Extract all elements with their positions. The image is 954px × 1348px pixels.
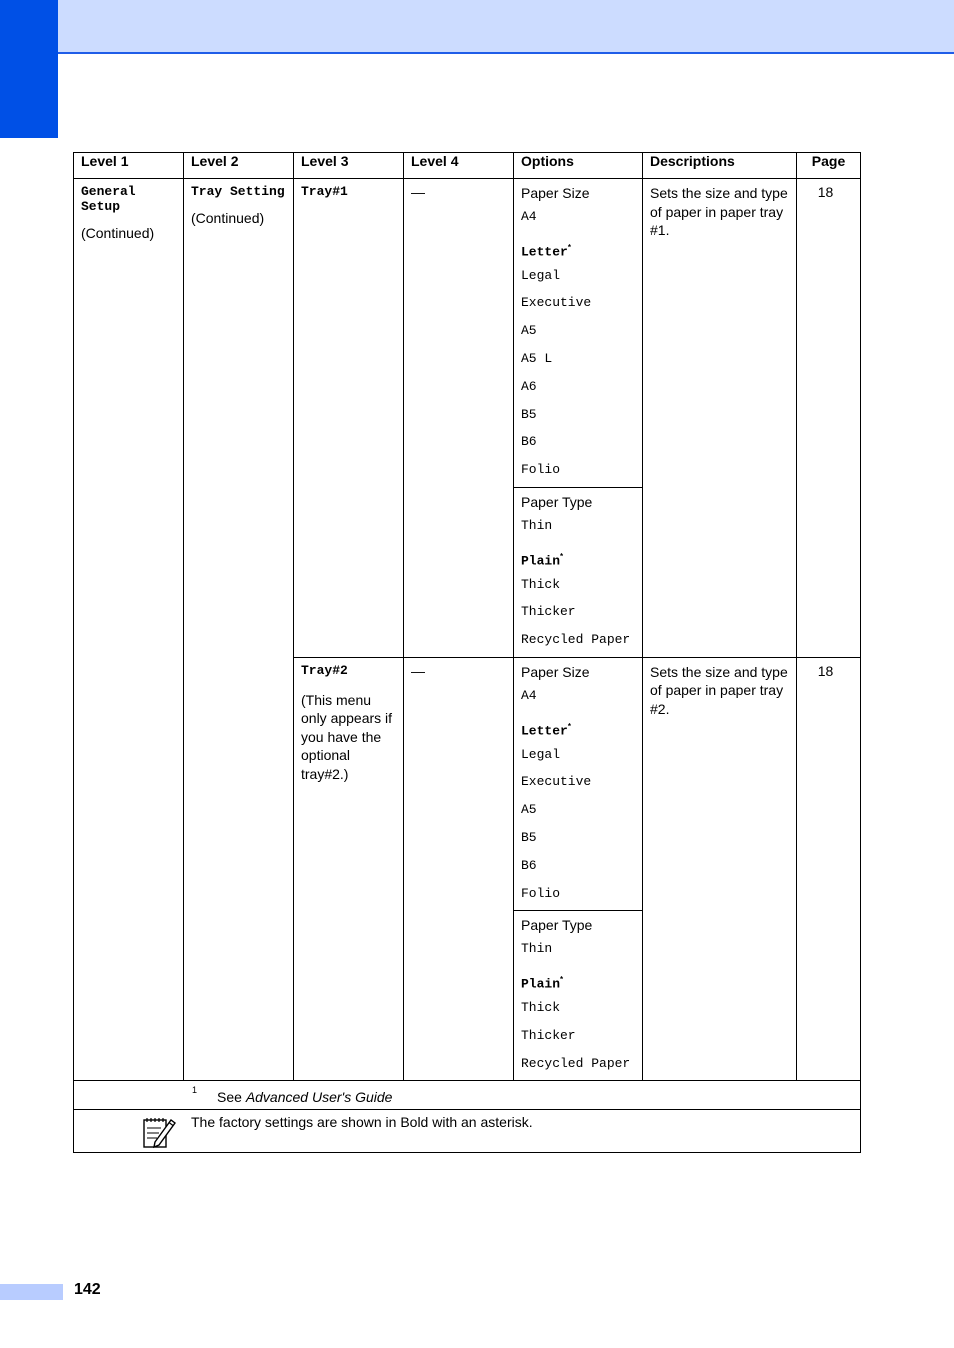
- option-item: B5: [521, 829, 537, 845]
- paper-size-options: [514, 658, 642, 910]
- chapter-tab: [0, 0, 58, 138]
- footnote-text: [217, 1089, 392, 1105]
- level4-value: —: [411, 184, 425, 200]
- page-number-bar: [0, 1284, 63, 1300]
- default-asterisk: *: [560, 975, 564, 985]
- level4-value: —: [411, 662, 425, 679]
- paper-type-options: [514, 910, 642, 1080]
- option-item: Legal: [521, 746, 561, 762]
- option-item: Thick: [521, 999, 561, 1015]
- paper-type-options: [514, 487, 642, 657]
- option-item: Executive: [521, 295, 592, 311]
- page-number: 142: [74, 1281, 101, 1298]
- description-text: Sets the size and type of paper in paper tray #1.: [650, 185, 788, 238]
- header-band: [58, 0, 954, 54]
- footnote-number: 1: [192, 1085, 198, 1096]
- note-pencil-icon: [141, 1114, 177, 1150]
- paper-size-options: [514, 179, 642, 487]
- option-item-default: Letter*: [521, 721, 571, 739]
- option-item: A5: [521, 802, 537, 818]
- table-header-row: [74, 153, 861, 179]
- option-item: Thin: [521, 517, 553, 533]
- option-item: Thick: [521, 576, 561, 592]
- default-asterisk: *: [560, 551, 564, 561]
- option-item: Legal: [521, 267, 561, 283]
- header-level1: Level 1: [74, 153, 184, 179]
- options-cell: [514, 179, 643, 658]
- option-item: A5 L: [521, 350, 553, 366]
- option-item: B5: [521, 406, 537, 422]
- level2-cell: [184, 179, 294, 1081]
- header-page: Page: [797, 153, 861, 179]
- option-item: A5: [521, 323, 537, 339]
- level3-name: Tray#2: [301, 662, 348, 678]
- description-text: Sets the size and type of paper in paper tray #2.: [650, 663, 788, 717]
- level4-cell: [404, 657, 514, 1080]
- description-cell: [643, 657, 797, 1080]
- level2-name: Tray Setting: [191, 184, 285, 199]
- note-row: [74, 1110, 861, 1153]
- options-cell: [514, 657, 643, 1080]
- default-asterisk: *: [567, 242, 571, 252]
- option-item: A4: [521, 209, 537, 224]
- option-item-default: Plain*: [521, 551, 564, 569]
- header-descriptions: Descriptions: [643, 153, 797, 179]
- default-asterisk: *: [567, 721, 571, 731]
- level3-name: Tray#1: [301, 184, 348, 199]
- level1-name: General Setup: [81, 184, 136, 214]
- level1-cell: [74, 179, 184, 1081]
- option-item-default: Plain*: [521, 975, 564, 992]
- settings-table: [73, 152, 861, 1153]
- paper-size-label: Paper Size: [521, 185, 590, 201]
- option-item: Thin: [521, 941, 553, 957]
- description-cell: [643, 179, 797, 658]
- level1-continued: (Continued): [81, 225, 155, 241]
- note-text: The factory settings are shown in Bold with an asterisk.: [191, 1114, 533, 1131]
- option-item: Recycled Paper: [521, 632, 631, 648]
- header-level4: Level 4: [404, 153, 514, 179]
- level4-cell: [404, 179, 514, 658]
- option-item: A4: [521, 687, 537, 703]
- level3-cell: [294, 657, 404, 1080]
- page-ref: 18: [817, 184, 834, 200]
- paper-size-label: Paper Size: [521, 663, 590, 680]
- footnote-guide-title: Advanced User's Guide: [245, 1089, 393, 1106]
- option-item: A6: [521, 378, 537, 394]
- option-item: B6: [521, 857, 537, 873]
- paper-type-label: Paper Type: [521, 493, 593, 510]
- paper-type-label: Paper Type: [521, 917, 593, 934]
- level2-continued: (Continued): [191, 210, 265, 226]
- footnote-row: [74, 1081, 861, 1110]
- option-item: Executive: [521, 774, 592, 790]
- footnote-prefix: See: [217, 1089, 246, 1106]
- option-item: Recycled Paper: [521, 1055, 631, 1071]
- header-level2: Level 2: [184, 153, 294, 179]
- option-item-default: Letter*: [521, 242, 571, 260]
- level3-note: (This menu only appears if you have the optional tray#2.): [301, 691, 393, 782]
- option-item: Thicker: [521, 604, 576, 620]
- level3-cell: [294, 179, 404, 658]
- page-cell: [797, 179, 861, 658]
- option-item: B6: [521, 434, 537, 450]
- page-cell: [797, 657, 861, 1080]
- header-level3: Level 3: [294, 153, 404, 179]
- option-item: Thicker: [521, 1027, 576, 1043]
- page-ref: 18: [817, 662, 834, 679]
- header-options: Options: [514, 153, 643, 179]
- option-item: Folio: [521, 885, 561, 901]
- table-row: [74, 179, 861, 658]
- option-item: Folio: [521, 462, 561, 478]
